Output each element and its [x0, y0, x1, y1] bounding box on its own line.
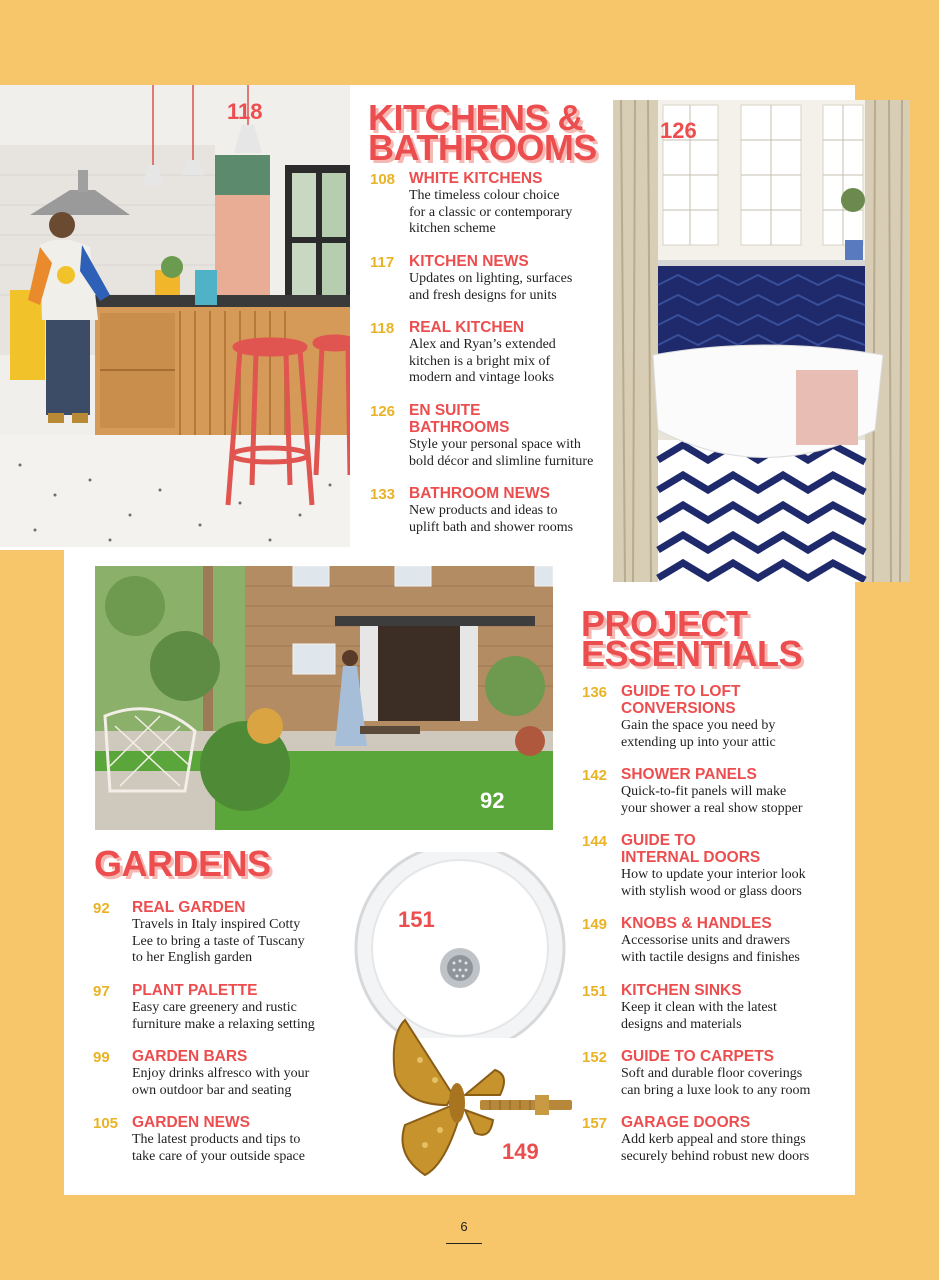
entry-description: New products and ideas to uplift bath and shower rooms [409, 503, 574, 535]
entry-title: KITCHEN SINKS [621, 982, 742, 999]
entry-description: Soft and durable floor coverings can bring a luxe look to any room [621, 1066, 811, 1098]
garden-photo [95, 566, 553, 830]
project-essentials-heading: PROJECT ESSENTIALS [581, 603, 803, 674]
entry-page-number: 117 [370, 254, 395, 271]
entry-description: Add kerb appeal and store things securely behind robust new doors [621, 1132, 810, 1164]
entry-description: Style your personal space with bold décor and slimline furniture [409, 437, 594, 469]
entry-title: GARDEN BARS [132, 1048, 248, 1065]
page-folio: 6 [460, 1219, 468, 1234]
entry-title: KNOBS & HANDLES [621, 915, 772, 932]
entry-page-number: 108 [370, 171, 396, 188]
entry-description: Gain the space you need by extending up into your attic [621, 718, 776, 750]
folio-rule [446, 1243, 482, 1244]
sink-image-page-number: 151 [398, 907, 435, 932]
entry-title: SHOWER PANELS [621, 766, 757, 783]
entry-description: Updates on lighting, surfaces and fresh designs for units [409, 271, 573, 303]
entry-page-number: 149 [582, 916, 608, 933]
entry-description: The timeless colour choice for a classic or contemporary kitchen scheme [409, 188, 573, 237]
entry-page-number: 142 [582, 767, 608, 784]
entry-page-number: 151 [582, 983, 608, 1000]
entry-title: REAL GARDEN [132, 899, 246, 916]
knob-image-page-number: 149 [502, 1139, 539, 1164]
gardens-heading: GARDENS [94, 843, 271, 884]
entry-page-number: 92 [93, 900, 110, 917]
entry-page-number: 97 [93, 983, 110, 1000]
entry-page-number: 133 [370, 486, 396, 503]
entry-description: The latest products and tips to take care of your outside space [132, 1132, 305, 1164]
sink-image [350, 852, 570, 1038]
entry-description: Alex and Ryan’s extended kitchen is a bright mix of modern and vintage looks [409, 337, 556, 386]
entry-description: Accessorise units and drawers with tactile designs and finishes [621, 933, 800, 965]
entry-page-number: 99 [93, 1049, 110, 1066]
entry-page-number: 118 [370, 320, 395, 337]
bathroom-photo-page-number: 126 [660, 118, 697, 143]
entry-title: EN SUITE BATHROOMS [409, 402, 510, 436]
entry-title: KITCHEN NEWS [409, 253, 529, 270]
entry-page-number: 157 [582, 1115, 608, 1132]
entry-title: GUIDE TO INTERNAL DOORS [621, 832, 761, 866]
entry-title: GARAGE DOORS [621, 1114, 751, 1131]
bathroom-photo [613, 100, 910, 582]
entry-description: How to update your interior look with stylish wood or glass doors [621, 867, 806, 899]
entry-title: GUIDE TO LOFT CONVERSIONS [621, 683, 741, 717]
entry-description: Keep it clean with the latest designs and materials [621, 1000, 777, 1032]
entry-title: PLANT PALETTE [132, 982, 258, 999]
entry-description: Travels in Italy inspired Cotty Lee to bring a taste of Tuscany to her English garden [132, 917, 305, 966]
knob-image [385, 1015, 575, 1185]
entry-title: GUIDE TO CARPETS [621, 1048, 775, 1065]
garden-photo-page-number: 92 [480, 788, 505, 813]
entry-title: REAL KITCHEN [409, 319, 525, 336]
entry-description: Quick-to-fit panels will make your shower a real show stopper [621, 784, 803, 816]
entry-page-number: 105 [93, 1115, 119, 1132]
entry-page-number: 144 [582, 833, 608, 850]
kitchen-photo [0, 85, 350, 547]
entry-description: Enjoy drinks alfresco with your own outdoor bar and seating [132, 1066, 310, 1098]
kitchens-bathrooms-heading: KITCHENS & BATHROOMS [368, 97, 597, 168]
entry-title: BATHROOM NEWS [409, 485, 550, 502]
entry-page-number: 126 [370, 403, 396, 420]
entry-title: WHITE KITCHENS [409, 170, 543, 187]
entry-title: GARDEN NEWS [132, 1114, 250, 1131]
kitchen-photo-page-number: 118 [227, 99, 263, 124]
entry-page-number: 136 [582, 684, 608, 701]
entry-description: Easy care greenery and rustic furniture make a relaxing setting [132, 1000, 315, 1032]
entry-page-number: 152 [582, 1049, 608, 1066]
